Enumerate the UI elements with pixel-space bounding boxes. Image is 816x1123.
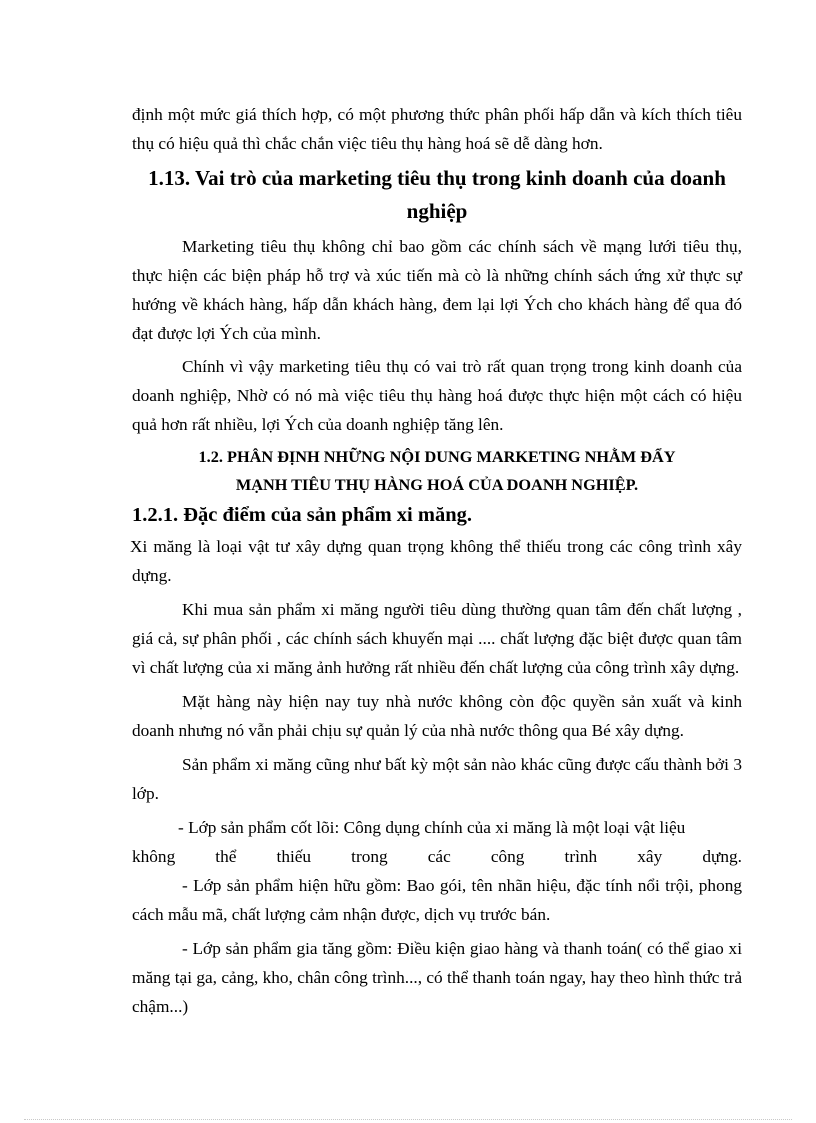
document-page [132,100,742,1021]
layer-1-word: trong [351,847,388,866]
paragraph-layer-1: - Lớp sản phẩm cốt lõi: Công dụng chính của xi măng là một loại vật liệu [178,818,686,837]
paragraph-role-1: Marketing tiêu thụ không chỉ bao gồm các chính sách về mạng lưới tiêu thụ, thực hiện các biện pháp hỗ trợ và xúc tiến mà cò là những chính sách ứng xử thực sự hướng về khách hàng, hấp dẫn khách hàng, đem lại lợi Ých cho khách hàng để qua đó đạt được lợi Ých của mình. [132,237,742,343]
page-bottom-divider [24,1119,792,1120]
paragraph-layer-2: - Lớp sản phẩm hiện hữu gồm: Bao gói, tên nhãn hiệu, đặc tính nổi trội, phong cách mẫu mã, chất lượng cảm nhận được, dịch vụ trước bán. [132,876,742,924]
layer-1-word: thiếu [276,847,312,866]
layer-1-word: không [132,847,176,866]
layer-1-word: thể [215,847,237,866]
heading-1-2-line1: 1.2. PHÂN ĐỊNH NHỮNG NỘI DUNG MARKETING NHẰM ĐẨY [198,447,676,466]
layer-1-word: dựng. [702,847,742,866]
heading-1-2-line2: MẠNH TIÊU THỤ HÀNG HOÁ CỦA DOANH NGHIỆP. [235,475,639,494]
paragraph-cement-3: Mặt hàng này hiện nay tuy nhà nước không còn độc quyền sản xuất và kinh doanh nhưng nó vẫn phải chịu sự quản lý của nhà nước thông qua Bé xây dựng. [132,692,742,740]
layer-1-word: công [490,847,525,866]
heading-1-13: 1.13. Vai trò của marketing tiêu thụ trong kinh doanh của doanh nghiệp [148,166,726,223]
paragraph-layer-3: - Lớp sản phẩm gia tăng gồm: Điều kiện giao hàng và thanh toán( có thể giao xi măng tại ga, cảng, kho, chân công trình..., có thể thanh toán ngay, hay theo hình thức trả chậm...) [132,939,742,1016]
paragraph-intro: định một mức giá thích hợp, có một phương thức phân phối hấp dẫn và kích thích tiêu thụ có hiệu quả thì chắc chắn việc tiêu thụ hàng hoá sẽ dễ dàng hơn. [132,105,742,153]
layer-1-word: trình [564,847,598,866]
layer-1-word: các [427,847,451,866]
paragraph-cement-4: Sản phẩm xi măng cũng như bất kỳ một sản nào khác cũng được cấu thành bởi 3 lớp. [132,755,742,803]
paragraph-role-2: Chính vì vậy marketing tiêu thụ có vai trò rất quan trọng trong kinh doanh của doanh nghiệp, Nhờ có nó mà việc tiêu thụ hàng hoá được thực hiện một cách có hiệu quả hơn rất nhiều, lợi Ých của doanh nghiệp tăng lên. [132,357,742,434]
heading-1-2-1: 1.2.1. Đặc điểm của sản phẩm xi măng. [132,504,472,526]
paragraph-layer-1-spread-line [132,842,742,871]
layer-1-word: xây [637,847,663,866]
paragraph-cement-1: Xi măng là loại vật tư xây dựng quan trọng không thể thiếu trong các công trình xây dựng. [130,537,742,585]
paragraph-cement-2: Khi mua sản phẩm xi măng người tiêu dùng thường quan tâm đến chất lượng , giá cả, sự phân phối , các chính sách khuyến mại .... chất lượng đặc biệt được quan tâm vì chất lượng của xi măng ảnh hưởng rất nhiều đến chất lượng của công trình xây dựng. [132,600,742,677]
